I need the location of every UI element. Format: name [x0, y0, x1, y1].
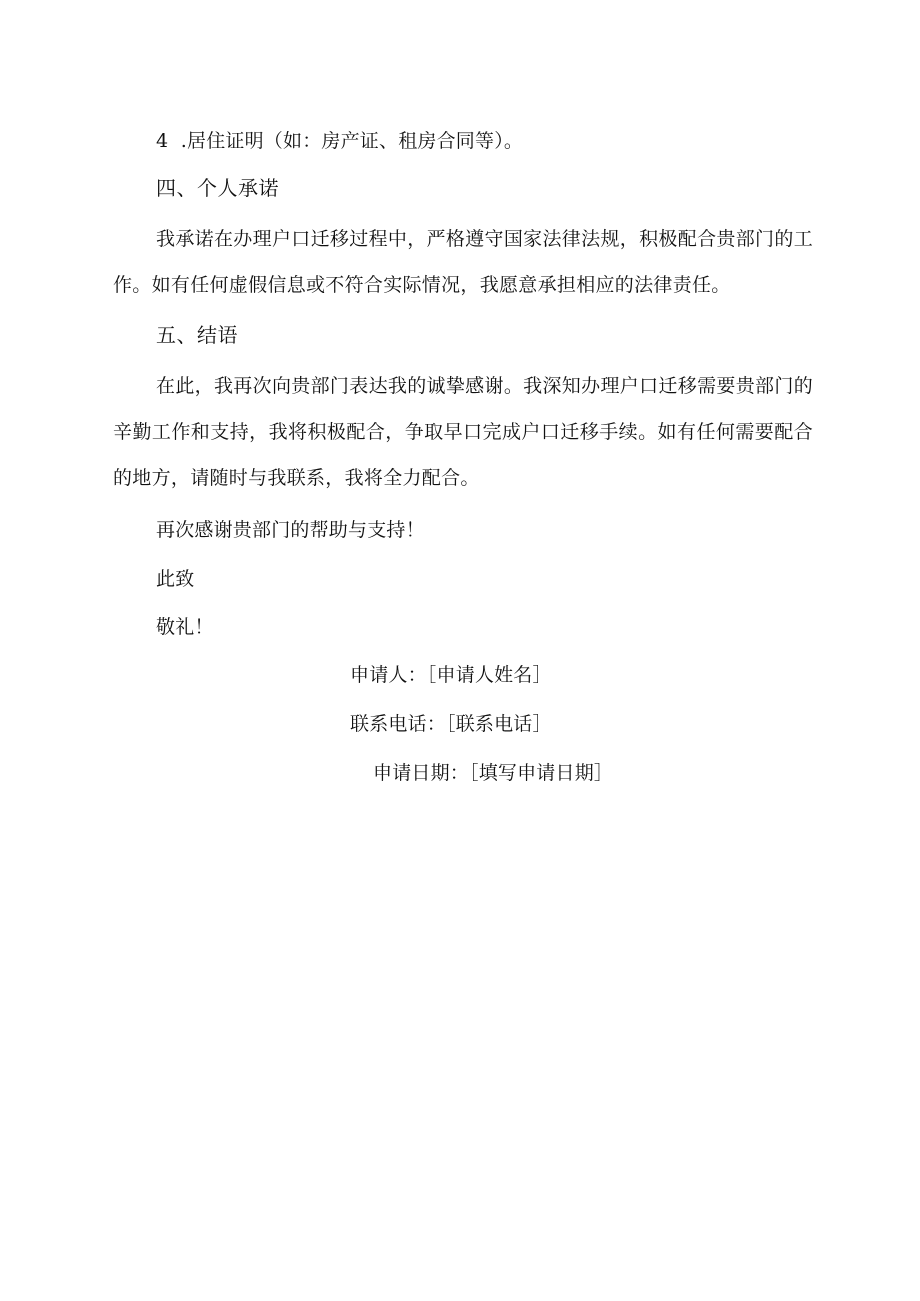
signature-applicant: 申请人：［申请人姓名］	[350, 664, 552, 686]
paragraph-conclusion: 在此，我再次向贵部门表达我的诚挚感谢。我深知办理户口迁移需要贵部门的辛勤工作和支持，我将积极配合，争取早口完成户口迁移手续。如有任何需要配合的地方，请随时与我联系，我将全力配合。	[113, 375, 813, 489]
section-heading-personal-commitment: 四、个人承诺	[156, 176, 279, 200]
paragraph-personal-commitment: 我承诺在办理户口迁移过程中，严格遵守国家法律法规，积极配合贵部门的工作。如有任何虚假信息或不符合实际情况，我愿意承担相应的法律责任。	[113, 228, 813, 296]
list-item-residence-proof: 4 .居住证明（如：房产证、租房合同等）。	[156, 130, 524, 152]
signature-phone: 联系电话：［联系电话］	[350, 713, 552, 735]
closing-regards: 敬礼！	[156, 616, 214, 638]
signature-date: 申请日期：［填写申请日期］	[373, 762, 614, 784]
closing-salutation: 此致	[156, 568, 195, 590]
thanks-line: 再次感谢贵部门的帮助与支持！	[156, 519, 425, 541]
section-heading-conclusion: 五、结语	[156, 323, 238, 347]
